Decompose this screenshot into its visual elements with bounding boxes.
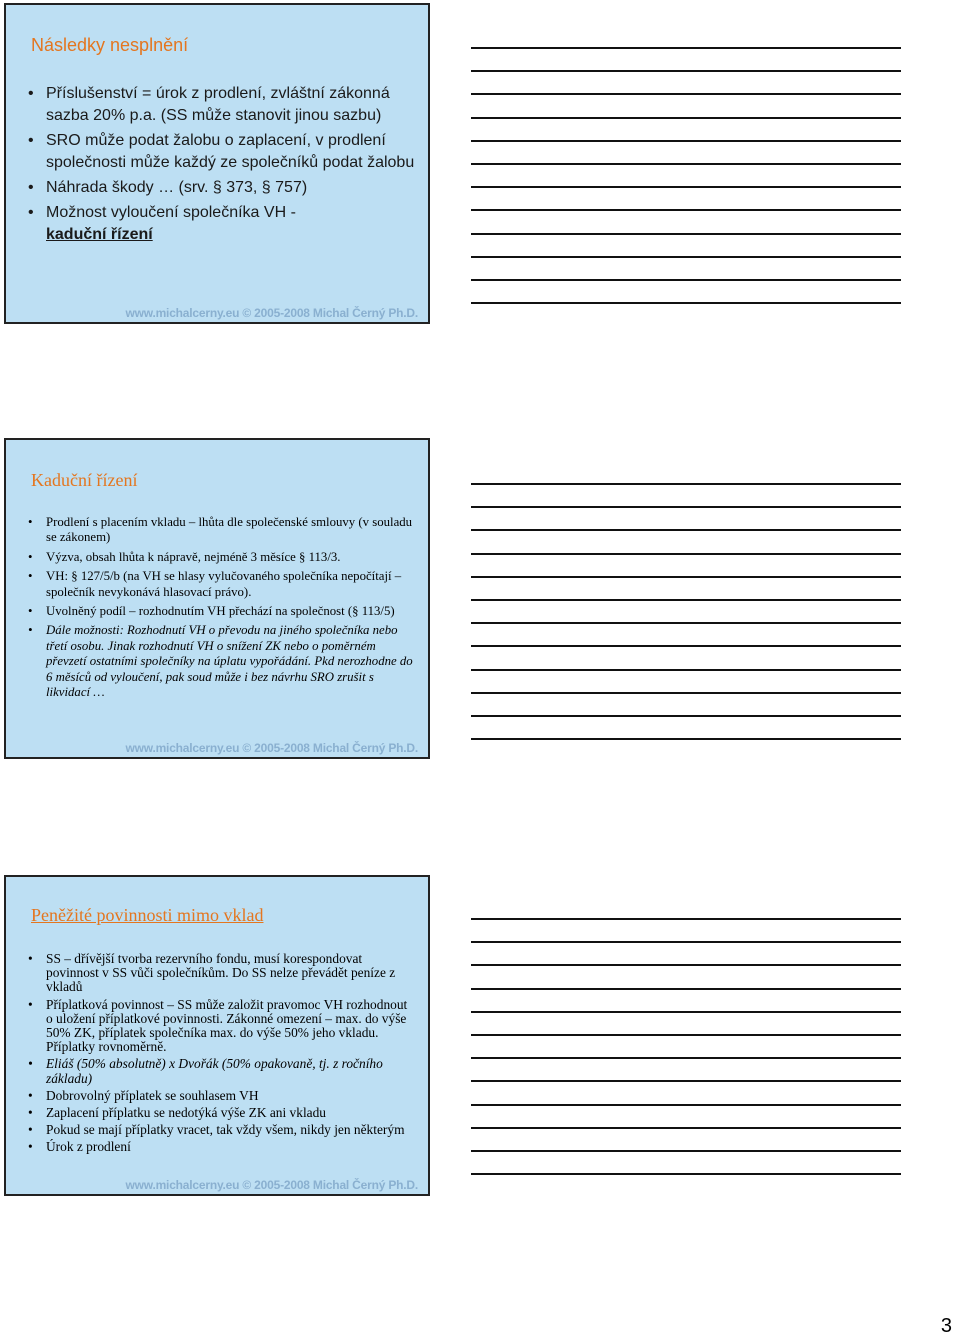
list-item: • VH: § 127/5/b (na VH se hlasy vylučovaného společníka nepočítají – společník nevykonává hlasovací právo).: [28, 569, 416, 600]
note-line: [471, 576, 901, 578]
note-line: [471, 1034, 901, 1036]
note-line: [471, 233, 901, 235]
note-line: [471, 1127, 901, 1129]
slide-3: [4, 875, 430, 1196]
slide-footer: www.michalcerny.eu © 2005-2008 Michal Černý Ph.D.: [125, 306, 418, 320]
list-item: • Uvolněný podíl – rozhodnutím VH přechází na společnost (§ 113/5): [28, 604, 416, 619]
note-line: [471, 692, 901, 694]
note-line: [471, 117, 901, 119]
note-line: [471, 1011, 901, 1013]
note-line: [471, 163, 901, 165]
note-line: [471, 1104, 901, 1106]
note-line: [471, 186, 901, 188]
notes-lines-1: [471, 47, 901, 325]
note-line: [471, 506, 901, 508]
slide-footer: www.michalcerny.eu © 2005-2008 Michal Černý Ph.D.: [125, 741, 418, 755]
slide-1: [4, 3, 430, 324]
note-line: [471, 70, 901, 72]
slide-3-title: Peněžité povinnosti mimo vklad: [31, 905, 264, 925]
list-item: • Eliáš (50% absolutně) x Dvořák (50% opakovaně, tj. z ročního základu): [28, 1057, 416, 1085]
note-line: [471, 256, 901, 258]
list-item: • Náhrada škody … (srv. § 373, § 757): [28, 177, 416, 199]
list-item: [28, 202, 416, 246]
slide-2-title: Kaduční řízení: [31, 470, 138, 490]
list-item: • Zaplacení příplatku se nedotýká výše ZK ani vkladu: [28, 1106, 416, 1120]
kaducni-rizeni-emphasis: kaduční řízení: [46, 226, 153, 243]
list-item: • SS – dřívější tvorba rezervního fondu, musí korespondovat povinnost v SS vůči společníkům. Do SS nelze převádět peníze z vkladů: [28, 952, 416, 995]
note-line: [471, 209, 901, 211]
list-item: • Příplatková povinnost – SS může založit pravomoc VH rozhodnout o uložení příplatkové povinnosti. Zákonné omezení – max. do výše 50% ZK, příplatek společníka max. do výše 50% jeho vkladu. Příplatky rovnoměrně.: [28, 998, 416, 1055]
note-line: [471, 964, 901, 966]
note-line: [471, 988, 901, 990]
note-line: [471, 47, 901, 49]
list-item: • Pokud se mají příplatky vracet, tak vždy všem, nikdy jen některým: [28, 1123, 416, 1137]
note-line: [471, 1080, 901, 1082]
slide-1-title: Následky nesplnění: [31, 35, 189, 55]
note-line: [471, 483, 901, 485]
note-line: [471, 645, 901, 647]
note-line: [471, 1173, 901, 1175]
note-line: [471, 140, 901, 142]
note-line: [471, 715, 901, 717]
list-item: • Dále možnosti: Rozhodnutí VH o převodu na jiného společníka nebo třetí osobu. Jinak rozhodnutí VH o snížení ZK nebo o poměrném převzetí ostatními společníky na úplatu vypořádání. Pkd nerozhodne do 6 měsíců od vyloučení, pak soud může i bez návrhu SRO zrušit s likvidací …: [28, 623, 416, 700]
list-item: • SRO může podat žalobu o zaplacení, v prodlení společnosti může každý ze společníků podat žalobu: [28, 130, 416, 174]
note-line: [471, 93, 901, 95]
note-line: [471, 1057, 901, 1059]
slide-footer: www.michalcerny.eu © 2005-2008 Michal Černý Ph.D.: [125, 1178, 418, 1192]
note-line: [471, 918, 901, 920]
notes-lines-2: [471, 483, 901, 761]
notes-lines-3: [471, 918, 901, 1196]
list-item: • Příslušenství = úrok z prodlení, zvláštní zákonná sazba 20% p.a. (SS může stanovit jinou sazbu): [28, 83, 416, 127]
note-line: [471, 622, 901, 624]
note-line: [471, 941, 901, 943]
note-line: [471, 553, 901, 555]
list-item: • Úrok z prodlení: [28, 1140, 416, 1154]
list-item: • Výzva, obsah lhůta k nápravě, nejméně 3 měsíce § 113/3.: [28, 550, 416, 565]
note-line: [471, 738, 901, 740]
list-item: • Prodlení s placením vkladu – lhůta dle společenské smlouvy (v souladu se zákonem): [28, 515, 416, 546]
bullet-text: Možnost vyloučení společníka VH -: [46, 204, 296, 221]
note-line: [471, 1150, 901, 1152]
page-number: 3: [940, 1315, 952, 1337]
list-item: • Dobrovolný příplatek se souhlasem VH: [28, 1089, 416, 1103]
slide-2-bullets: [28, 515, 416, 704]
slide-3-bullets: [28, 952, 416, 1158]
slide-1-bullets: [28, 83, 416, 249]
note-line: [471, 279, 901, 281]
note-line: [471, 529, 901, 531]
note-line: [471, 302, 901, 304]
note-line: [471, 599, 901, 601]
slide-2: [4, 438, 430, 759]
note-line: [471, 669, 901, 671]
